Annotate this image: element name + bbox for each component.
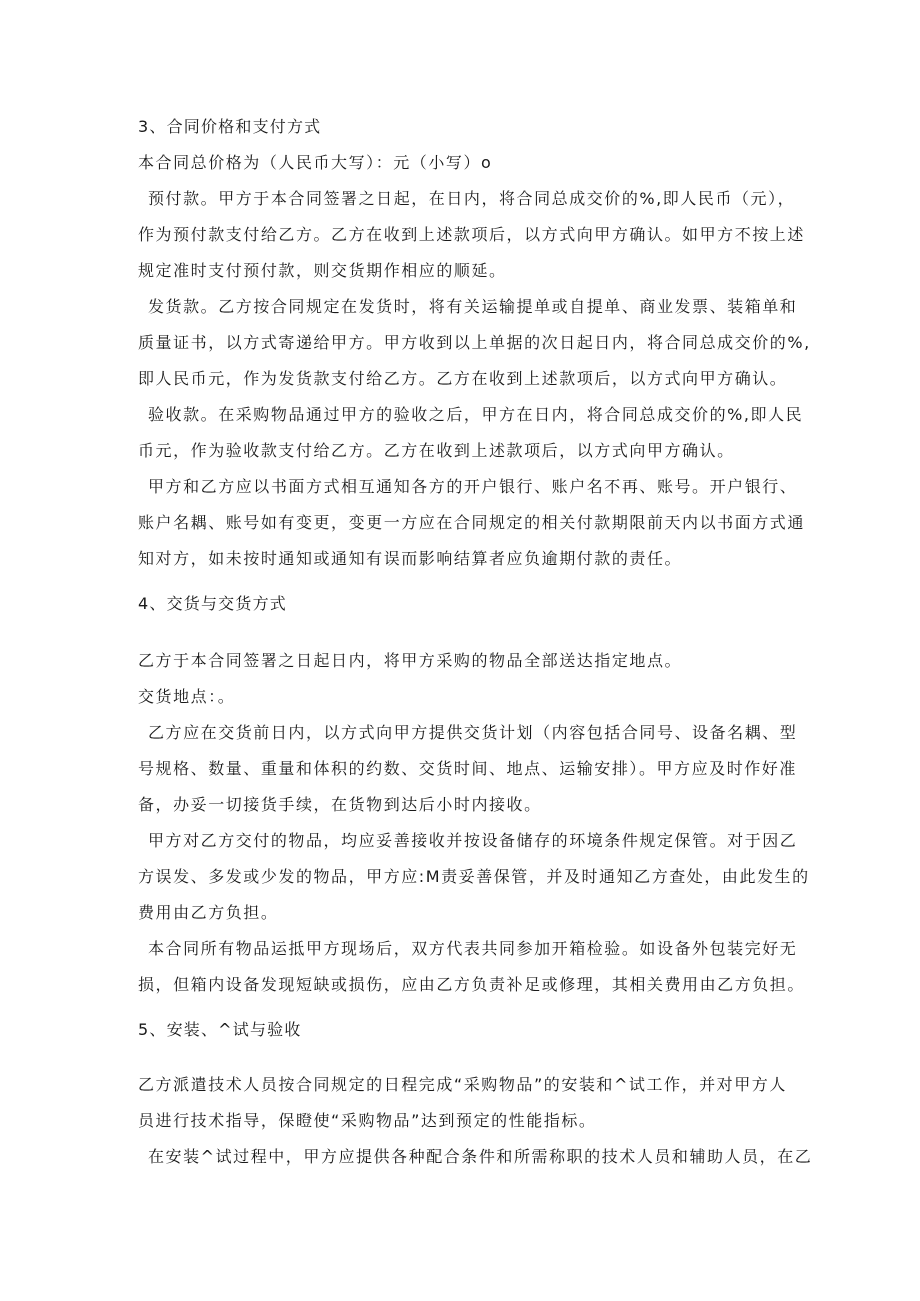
paragraph-line: 员进行技术指导，保瞪使“采购物品”达到预定的性能指标。 (138, 1111, 597, 1130)
paragraph-line: 币元，作为验收款支付给乙方。乙方在收到上述款项后，以方式向甲方确认。 (138, 441, 735, 460)
section-heading-5: 5、安装、^试与验收 (138, 1020, 302, 1039)
paragraph-line: 交货地点：。 (138, 687, 236, 706)
paragraph-line: 账户名耦、账号如有变更，变更一方应在合同规定的相关付款期限前天内以书面方式通 (138, 513, 805, 532)
paragraph-line: 损，但箱内设备发现短缺或损伤，应由乙方负责补足或修理，其相关费用由乙方负担。 (138, 975, 805, 994)
paragraph-line: 在安装^试过程中，甲方应提供各种配合条件和所需称职的技术人员和辅助人员，在乙 (148, 1147, 813, 1166)
paragraph-line: 规定准时支付预付款，则交货期作相应的顺延。 (138, 261, 507, 280)
paragraph-line: 乙方派遣技术人员按合同规定的日程完成“采购物品”的安装和^试工作，并对甲方人 (138, 1075, 787, 1094)
paragraph-line: 乙方应在交货前日内，以方式向甲方提供交货计划（内容包括合同号、设备名耦、型 (148, 723, 798, 742)
paragraph-line: 本合同总价格为（人民币大写）：元（小写）o (138, 153, 493, 172)
paragraph-line: 乙方于本合同签署之日起日内，将甲方采购的物品全部送达指定地点。 (138, 651, 683, 670)
paragraph-line: 费用由乙方负担。 (138, 903, 279, 922)
section-heading-3: 3、合同价格和支付方式 (138, 117, 322, 136)
paragraph-line: 质量证书，以方式寄递给甲方。甲方收到以上单据的次日起日内，将合同总成交价的%, (138, 333, 811, 352)
paragraph-line: 备，办妥一切接货手续，在货物到达后小时内接收。 (138, 795, 542, 814)
paragraph-line: 本合同所有物品运抵甲方现场后，双方代表共同参加开箱检验。如设备外包装完好无 (148, 939, 798, 958)
section-heading-4: 4、交货与交货方式 (138, 594, 287, 613)
paragraph-line: 甲方和乙方应以书面方式相互通知各方的开户银行、账户名不再、账号。开户银行、 (148, 477, 798, 496)
paragraph-line: 验收款。在采购物品通过甲方的验收之后，甲方在日内，将合同总成交价的%,即人民 (148, 405, 804, 424)
paragraph-line: 号规格、数量、重量和体积的约数、交货时间、地点、运输安排）。甲方应及时作好准 (138, 759, 797, 778)
paragraph-line: 发货款。乙方按合同规定在发货时，将有关运输提单或自提单、商业发票、装箱单和 (148, 297, 798, 316)
paragraph-line: 知对方，如未按时通知或通知有误而影响结算者应负逾期付款的责任。 (138, 549, 683, 568)
paragraph-line: 甲方对乙方交付的物品，均应妥善接收并按设备储存的环境条件规定保管。对于因乙 (148, 831, 798, 850)
paragraph-line: 方误发、多发或少发的物品，甲方应:M责妥善保管，并及时通知乙方查处，由此发生的 (138, 867, 810, 886)
paragraph-line: 作为预付款支付给乙方。乙方在收到上述款项后，以方式向甲方确认。如甲方不按上述 (138, 225, 805, 244)
paragraph-line: 预付款。甲方于本合同签署之日起，在日内，将合同总成交价的%,即人民币（元）， (148, 189, 796, 208)
paragraph-line: 即人民币元，作为发货款支付给乙方。乙方在收到上述款项后，以方式向甲方确认。 (138, 369, 788, 388)
